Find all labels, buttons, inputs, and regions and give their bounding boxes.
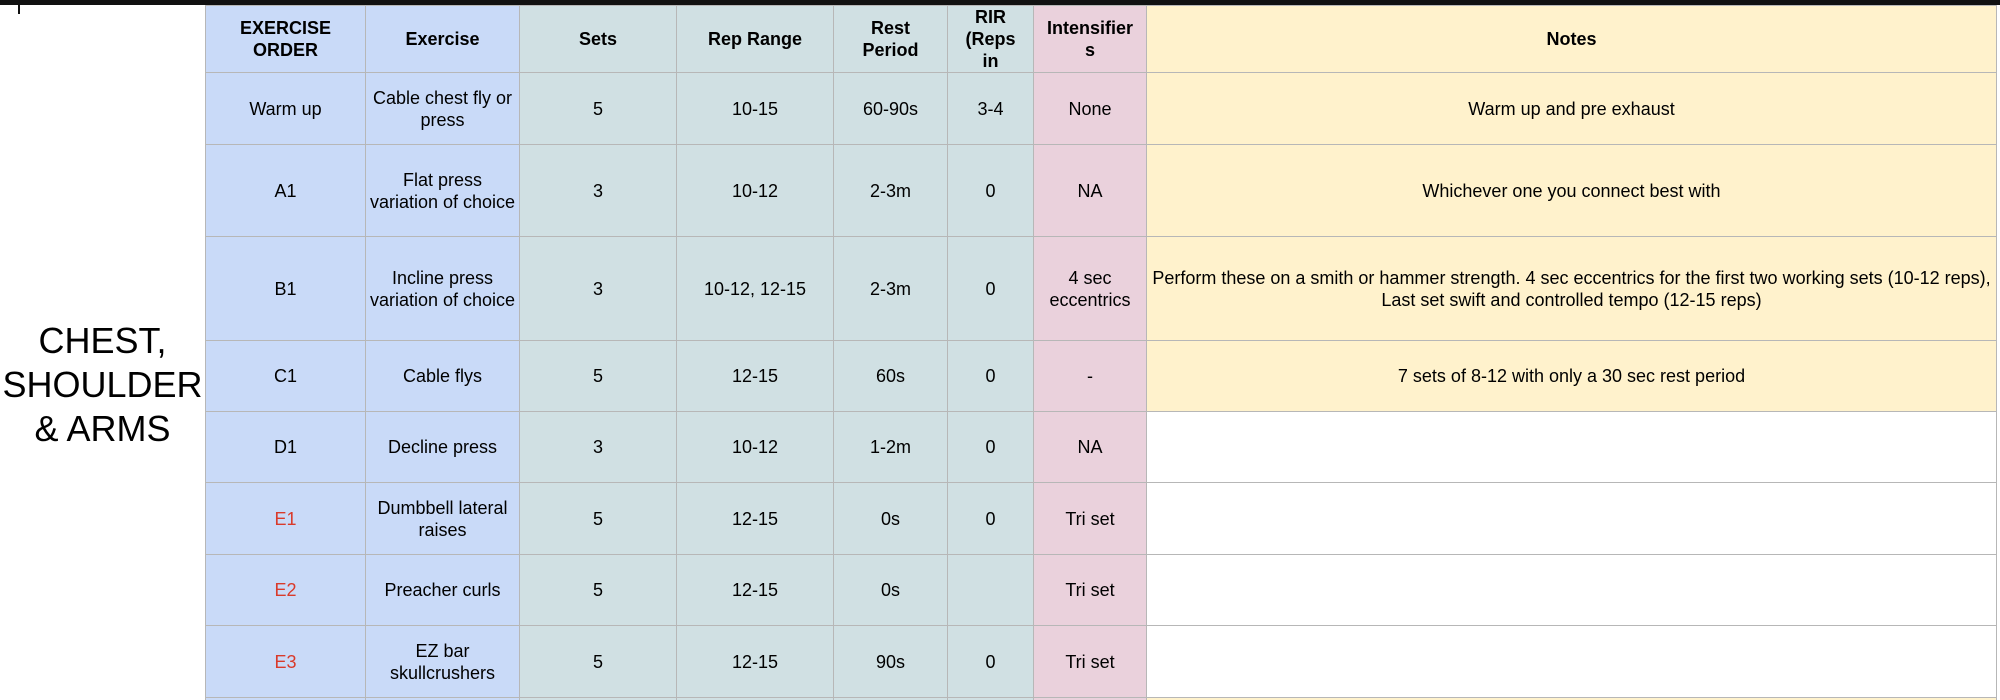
header-exercise-order[interactable]: EXERCISE ORDER (206, 6, 366, 73)
cell-exercise-order[interactable]: C1 (206, 341, 366, 412)
cell-sets[interactable]: 3 (520, 145, 677, 237)
header-row (206, 6, 1997, 73)
header-rest-period[interactable] (834, 6, 948, 73)
cell-notes[interactable]: Warm up and pre exhaust (1147, 73, 1997, 145)
table-row (206, 483, 1997, 555)
cell-notes[interactable] (1147, 483, 1997, 555)
cell-rir[interactable]: 3-4 (948, 73, 1034, 145)
cell-intensifiers[interactable]: Tri set (1034, 483, 1147, 555)
cell-exercise[interactable]: Cable flys (366, 341, 520, 412)
cell-rep-range[interactable]: 12-15 (677, 555, 834, 626)
header-rir[interactable] (948, 6, 1034, 73)
cell-rep-range[interactable]: 10-12 (677, 145, 834, 237)
header-notes[interactable]: Notes (1147, 6, 1997, 73)
cell-rir[interactable]: 0 (948, 341, 1034, 412)
cell-rep-range[interactable]: 12-15 (677, 626, 834, 698)
cell-exercise[interactable]: Dumbbell lateral raises (366, 483, 520, 555)
cell-notes[interactable] (1147, 555, 1997, 626)
cell-exercise-order[interactable]: Warm up (206, 73, 366, 145)
cell-notes[interactable] (1147, 626, 1997, 698)
table-row (206, 145, 1997, 237)
cell-rir[interactable]: 0 (948, 626, 1034, 698)
cell-intensifiers[interactable]: Tri set (1034, 555, 1147, 626)
cell-rir[interactable] (948, 555, 1034, 626)
header-sets[interactable]: Sets (520, 6, 677, 73)
cell-intensifiers[interactable]: 4 sec eccentrics (1034, 237, 1147, 341)
header-intensifiers-label: Intensifiers (1046, 18, 1134, 60)
cell-intensifiers[interactable]: NA (1034, 145, 1147, 237)
workout-table (205, 5, 1997, 700)
cell-rir[interactable]: 0 (948, 145, 1034, 237)
cell-rest-period[interactable]: 90s (834, 626, 948, 698)
cell-rir[interactable]: 0 (948, 237, 1034, 341)
cell-sets[interactable]: 3 (520, 412, 677, 483)
cell-intensifiers[interactable]: None (1034, 73, 1147, 145)
cell-sets[interactable]: 5 (520, 73, 677, 145)
header-rir-label: RIR (Reps in (965, 7, 1016, 71)
cell-exercise[interactable]: Decline press (366, 412, 520, 483)
header-exercise[interactable]: Exercise (366, 6, 520, 73)
table-row (206, 73, 1997, 145)
column-gridline-tick (18, 0, 20, 14)
cell-intensifiers[interactable]: Tri set (1034, 626, 1147, 698)
table-row (206, 412, 1997, 483)
cell-exercise-order[interactable]: E3 (206, 626, 366, 698)
cell-exercise[interactable]: Preacher curls (366, 555, 520, 626)
cell-rest-period[interactable]: 1-2m (834, 412, 948, 483)
cell-rep-range[interactable]: 10-12 (677, 412, 834, 483)
table-row (206, 555, 1997, 626)
cell-exercise-order[interactable]: E2 (206, 555, 366, 626)
cell-exercise[interactable]: Flat press variation of choice (366, 145, 520, 237)
cell-exercise[interactable]: Cable chest fly or press (366, 73, 520, 145)
cell-rest-period[interactable]: 2-3m (834, 145, 948, 237)
cell-notes[interactable] (1147, 412, 1997, 483)
cell-exercise-order[interactable]: A1 (206, 145, 366, 237)
cell-intensifiers[interactable]: - (1034, 341, 1147, 412)
header-rest-period-label: Rest Period (862, 18, 919, 60)
header-intensifiers[interactable] (1034, 6, 1147, 73)
cell-rest-period[interactable]: 60-90s (834, 73, 948, 145)
workout-category-cell[interactable]: CHEST, SHOULDER & ARMS (2, 320, 203, 449)
cell-rep-range[interactable]: 12-15 (677, 341, 834, 412)
cell-rep-range[interactable]: 10-12, 12-15 (677, 237, 834, 341)
cell-rest-period[interactable]: 60s (834, 341, 948, 412)
cell-sets[interactable]: 5 (520, 626, 677, 698)
cell-sets[interactable]: 5 (520, 555, 677, 626)
table-row (206, 626, 1997, 698)
cell-sets[interactable]: 5 (520, 483, 677, 555)
cell-exercise-order[interactable]: B1 (206, 237, 366, 341)
cell-rep-range[interactable]: 10-15 (677, 73, 834, 145)
cell-intensifiers[interactable]: NA (1034, 412, 1147, 483)
cell-notes[interactable]: 7 sets of 8-12 with only a 30 sec rest period (1147, 341, 1997, 412)
cell-rest-period[interactable]: 0s (834, 555, 948, 626)
cell-notes[interactable]: Whichever one you connect best with (1147, 145, 1997, 237)
cell-notes[interactable]: Perform these on a smith or hammer strength. 4 sec eccentrics for the first two working sets (10-12 reps), Last set swift and controlled tempo (12-15 reps) (1147, 237, 1997, 341)
table-row (206, 341, 1997, 412)
cell-exercise[interactable]: EZ bar skullcrushers (366, 626, 520, 698)
cell-sets[interactable]: 3 (520, 237, 677, 341)
cell-rep-range[interactable]: 12-15 (677, 483, 834, 555)
cell-rest-period[interactable]: 0s (834, 483, 948, 555)
table-row (206, 237, 1997, 341)
cell-sets[interactable]: 5 (520, 341, 677, 412)
cell-exercise-order[interactable]: E1 (206, 483, 366, 555)
cell-rir[interactable]: 0 (948, 412, 1034, 483)
header-rep-range[interactable]: Rep Range (677, 6, 834, 73)
cell-rir[interactable]: 0 (948, 483, 1034, 555)
cell-rest-period[interactable]: 2-3m (834, 237, 948, 341)
cell-exercise[interactable]: Incline press variation of choice (366, 237, 520, 341)
cell-exercise-order[interactable]: D1 (206, 412, 366, 483)
